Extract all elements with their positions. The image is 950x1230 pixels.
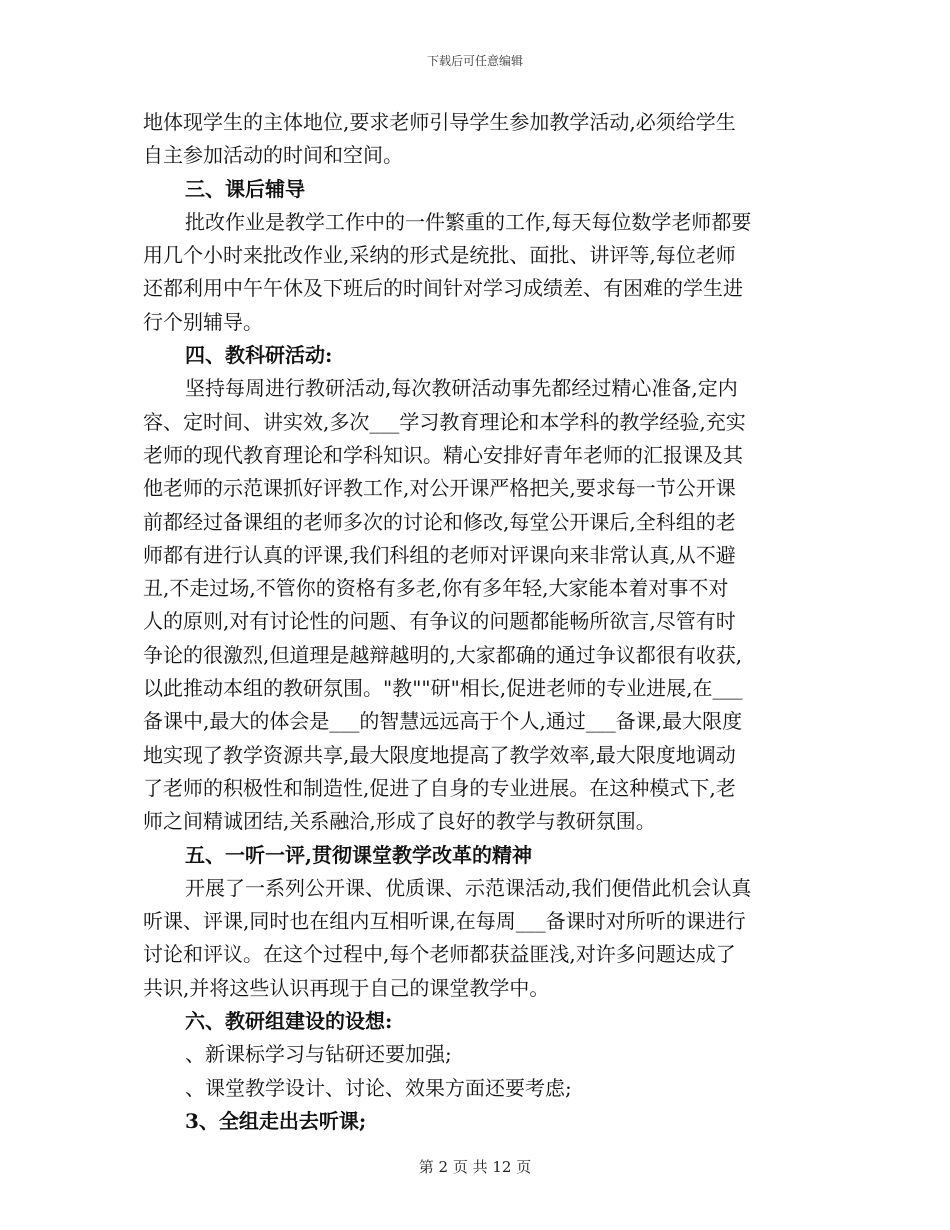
- body-text-line: 坚持每周进行教研活动,每次教研活动事先都经过精心准备,定内: [185, 376, 738, 401]
- body-text-line: 地体现学生的主体地位,要求老师引导学生参加教学活动,必须给学生: [143, 110, 736, 134]
- section-heading: 五、一听一评,贯彻课堂教学改革的精神: [185, 842, 532, 867]
- body-text-line: 地实现了教学资源共享,最大限度地提高了教学效率,最大限度地调动: [143, 742, 736, 767]
- body-text-line: 讨论和评议。在这个过程中,每个老师都获益匪浅,对许多问题达成了: [143, 942, 736, 967]
- body-text-line: 、课堂教学设计、讨论、效果方面还要考虑;: [185, 1075, 572, 1100]
- body-text-line: 老师的现代教育理论和学科知识。精心安排好青年老师的汇报课及其: [143, 442, 743, 467]
- body-text-line: 争论的很激烈,但道理是越辩越明的,大家都确的通过争议都很有收获,: [143, 642, 743, 667]
- body-text-line: 人的原则,对有讨论性的问题、有争议的问题都能畅所欲言,尽管有时: [143, 609, 736, 634]
- body-text-line: 共识,并将这些认识再现于自己的课堂教学中。: [143, 975, 550, 1000]
- section-heading: 四、教科研活动:: [185, 343, 333, 368]
- body-text-line: 自主参加活动的时间和空间。: [143, 143, 403, 168]
- body-text-line: 以此推动本组的教研氛围。"教""研"相长,促进老师的专业进展,在___: [143, 676, 743, 701]
- document-body: [143, 106, 807, 1138]
- body-text-line: 了老师的积极性和制造性,促进了自身的专业进展。在这种模式下,老: [143, 775, 736, 800]
- page-header: 下载后可任意编辑: [426, 54, 523, 68]
- body-text-line: 开展了一系列公开课、优质课、示范课活动,我们便借此机会认真: [185, 875, 752, 900]
- body-text-line: 师之间精诚团结,关系融洽,形成了良好的教学与教研氛围。: [143, 809, 656, 834]
- page-footer: 第 2 页 共 12 页: [418, 1158, 532, 1176]
- section-heading: 三、课后辅导: [185, 176, 305, 201]
- body-text-line: 丑,不走过场,不管你的资格有多老,你有多年轻,大家能本着对事不对: [143, 576, 729, 601]
- body-text-line: 还都利用中午午休及下班后的时间针对学习成绩差、有困难的学生进: [143, 276, 743, 301]
- section-heading: 3、全组走出去听课;: [185, 1108, 367, 1133]
- body-text-line: 师都有进行认真的评课,我们科组的老师对评课向来非常认真,从不避: [143, 542, 736, 567]
- body-text-line: 容、定时间、讲实效,多次___学习教育理论和本学科的教学经验,充实: [143, 409, 746, 434]
- section-heading: 六、教研组建设的设想:: [185, 1009, 393, 1034]
- body-text-line: 用几个小时来批改作业,采纳的形式是统批、面批、讲评等,每位老师: [143, 243, 736, 268]
- body-text-line: 前都经过备课组的老师多次的讨论和修改,每堂公开课后,全科组的老: [143, 509, 736, 534]
- body-text-line: 、新课标学习与钻研还要加强;: [185, 1042, 452, 1067]
- body-text-line: 行个别辅导。: [143, 309, 263, 334]
- body-text-line: 听课、评课,同时也在组内互相听课,在每周___备课时对所听的课进行: [143, 909, 746, 934]
- body-text-line: 他老师的示范课抓好评教工作,对公开课严格把关,要求每一节公开课: [143, 476, 736, 501]
- body-text-line: 批改作业是教学工作中的一件繁重的工作,每天每位数学老师都要: [185, 209, 752, 234]
- body-text-line: 备课中,最大的体会是___的智慧远远高于个人,通过___备课,最大限度: [143, 709, 743, 734]
